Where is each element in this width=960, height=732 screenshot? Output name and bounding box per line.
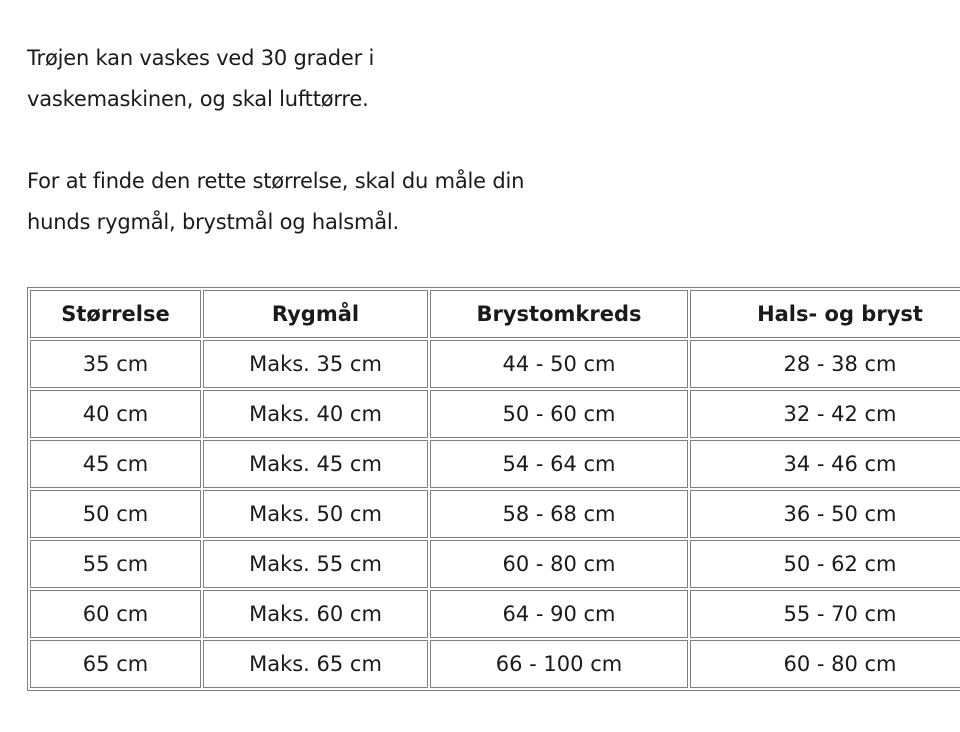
table-row bbox=[30, 640, 960, 688]
cell-size: 35 cm bbox=[30, 340, 201, 388]
measure-instructions bbox=[27, 161, 627, 243]
table-row bbox=[30, 490, 960, 538]
cell-neck: 55 - 70 cm bbox=[690, 590, 960, 638]
table-header-row bbox=[30, 290, 960, 338]
table-row bbox=[30, 440, 960, 488]
cell-chest: 66 - 100 cm bbox=[430, 640, 688, 688]
intro-text bbox=[27, 38, 627, 243]
cell-neck: 50 - 62 cm bbox=[690, 540, 960, 588]
cell-back-length: Maks. 45 cm bbox=[203, 440, 428, 488]
size-table bbox=[27, 287, 960, 691]
measure-line-2: hunds rygmål, brystmål og halsmål. bbox=[27, 210, 400, 234]
size-table-container bbox=[27, 287, 960, 691]
header-back-length: Rygmål bbox=[203, 290, 428, 338]
table-row bbox=[30, 540, 960, 588]
cell-chest: 58 - 68 cm bbox=[430, 490, 688, 538]
header-chest-circumference: Brystomkreds bbox=[430, 290, 688, 338]
cell-neck: 34 - 46 cm bbox=[690, 440, 960, 488]
cell-size: 60 cm bbox=[30, 590, 201, 638]
cell-chest: 44 - 50 cm bbox=[430, 340, 688, 388]
cell-size: 40 cm bbox=[30, 390, 201, 438]
care-instructions bbox=[27, 38, 627, 120]
header-size: Størrelse bbox=[30, 290, 201, 338]
cell-back-length: Maks. 40 cm bbox=[203, 390, 428, 438]
cell-chest: 60 - 80 cm bbox=[430, 540, 688, 588]
cell-chest: 50 - 60 cm bbox=[430, 390, 688, 438]
cell-back-length: Maks. 35 cm bbox=[203, 340, 428, 388]
table-row bbox=[30, 390, 960, 438]
table-row bbox=[30, 340, 960, 388]
cell-size: 55 cm bbox=[30, 540, 201, 588]
cell-size: 65 cm bbox=[30, 640, 201, 688]
measure-line-1: For at finde den rette størrelse, skal du måle din bbox=[27, 169, 525, 193]
cell-back-length: Maks. 55 cm bbox=[203, 540, 428, 588]
cell-back-length: Maks. 50 cm bbox=[203, 490, 428, 538]
cell-neck: 60 - 80 cm bbox=[690, 640, 960, 688]
cell-back-length: Maks. 60 cm bbox=[203, 590, 428, 638]
care-line-1: Trøjen kan vaskes ved 30 grader i bbox=[27, 46, 375, 70]
cell-neck: 28 - 38 cm bbox=[690, 340, 960, 388]
cell-size: 50 cm bbox=[30, 490, 201, 538]
cell-chest: 54 - 64 cm bbox=[430, 440, 688, 488]
header-neck-and-chest: Hals- og bryst bbox=[690, 290, 960, 338]
care-line-2: vaskemaskinen, og skal lufttørre. bbox=[27, 87, 369, 111]
cell-neck: 36 - 50 cm bbox=[690, 490, 960, 538]
cell-neck: 32 - 42 cm bbox=[690, 390, 960, 438]
cell-back-length: Maks. 65 cm bbox=[203, 640, 428, 688]
cell-chest: 64 - 90 cm bbox=[430, 590, 688, 638]
cell-size: 45 cm bbox=[30, 440, 201, 488]
table-row bbox=[30, 590, 960, 638]
